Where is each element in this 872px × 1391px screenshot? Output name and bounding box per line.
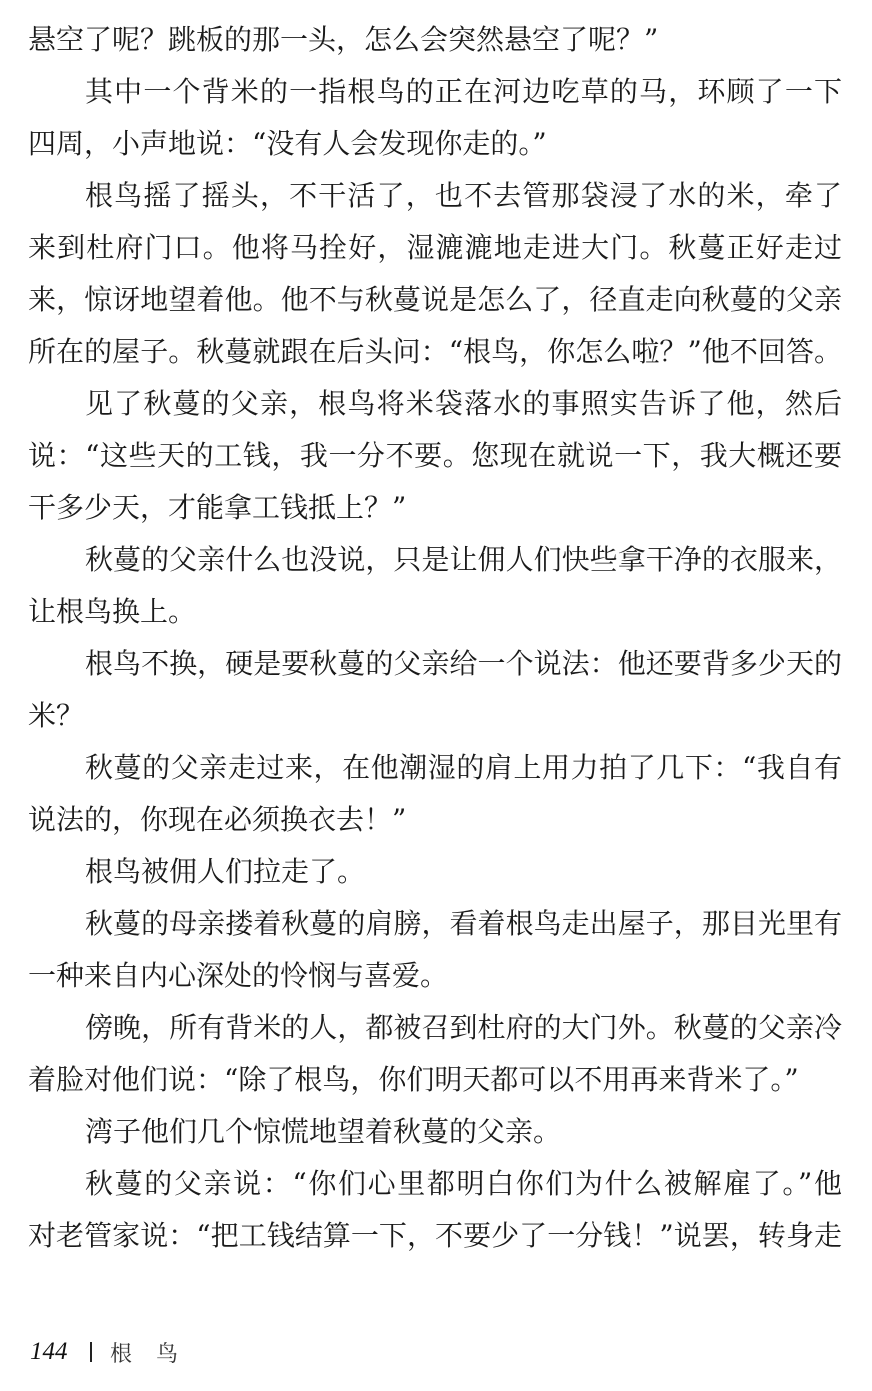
text-line: 悬空了呢？跳板的那一头，怎么会突然悬空了呢？”	[28, 23, 659, 56]
paragraph-start-line: 秋蔓的母亲搂着秋蔓的肩膀，看着根鸟走出屋子，那目光里有	[85, 907, 842, 940]
paragraph-start-line: 其中一个背米的一指根鸟的正在河边吃草的马，环顾了一下	[85, 75, 842, 108]
text-line: 对老管家说：“把工钱结算一下，不要少了一分钱！”说罢，转身走	[28, 1219, 842, 1252]
text-line: 让根鸟换上。	[28, 595, 197, 628]
text-line: 干多少天，才能拿工钱抵上？”	[28, 491, 407, 524]
paragraph-start-line: 秋蔓的父亲什么也没说，只是让佣人们快些拿干净的衣服来，	[85, 543, 842, 576]
footer-divider	[90, 1342, 92, 1362]
body-text	[28, 14, 842, 1262]
paragraph-start-line: 傍晚，所有背米的人，都被召到杜府的大门外。秋蔓的父亲冷	[85, 1011, 842, 1044]
text-line: 米？	[28, 699, 85, 732]
text-line: 一种来自内心深处的怜悯与喜爱。	[28, 959, 449, 992]
text-line: 着脸对他们说：“除了根鸟，你们明天都可以不用再来背米了。”	[28, 1063, 799, 1096]
text-line: 来到杜府门口。他将马拴好，湿漉漉地走进大门。秋蔓正好走过	[28, 231, 842, 264]
paragraph-start-line: 根鸟摇了摇头，不干活了，也不去管那袋浸了水的米，牵了	[85, 179, 842, 212]
text-line: 说法的，你现在必须换衣去！”	[28, 803, 407, 836]
text-line: 说：“这些天的工钱，我一分不要。您现在就说一下，我大概还要	[28, 439, 842, 472]
page-footer	[30, 1334, 202, 1370]
paragraph-start-line: 根鸟不换，硬是要秋蔓的父亲给一个说法：他还要背多少天的	[85, 647, 842, 680]
text-line: 来，惊讶地望着他。他不与秋蔓说是怎么了，径直走向秋蔓的父亲	[28, 283, 842, 316]
page-number: 144	[30, 1338, 68, 1365]
running-title: 根鸟	[110, 1341, 203, 1367]
paragraph-start-line: 秋蔓的父亲走过来，在他潮湿的肩上用力拍了几下：“我自有	[85, 751, 842, 784]
text-line: 所在的屋子。秋蔓就跟在后头问：“根鸟，你怎么啦？”他不回答。	[28, 335, 842, 368]
paragraph-start-line: 根鸟被佣人们拉走了。	[85, 855, 366, 888]
text-line: 四周，小声地说：“没有人会发现你走的。”	[28, 127, 547, 160]
paragraph-start-line: 湾子他们几个惊慌地望着秋蔓的父亲。	[85, 1115, 562, 1148]
paragraph-start-line: 秋蔓的父亲说：“你们心里都明白你们为什么被解雇了。”他	[85, 1167, 842, 1200]
paragraph-start-line: 见了秋蔓的父亲，根鸟将米袋落水的事照实告诉了他，然后	[85, 387, 842, 420]
